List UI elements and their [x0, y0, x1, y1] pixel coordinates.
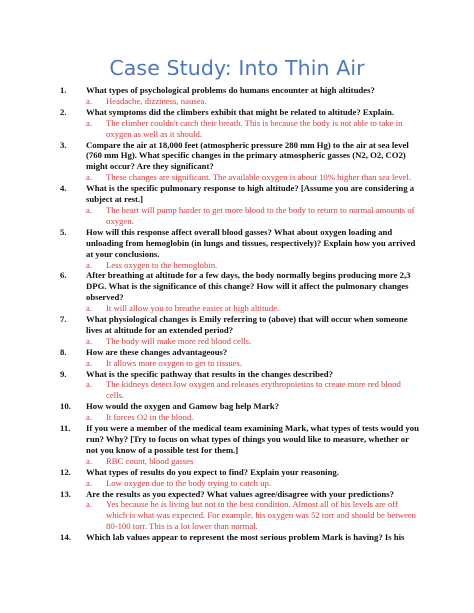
question-number: 4.	[60, 183, 67, 194]
question-item	[60, 401, 420, 423]
answer	[60, 172, 420, 183]
page-title: Case Study: Into Thin Air	[109, 56, 365, 80]
answer-text: Headache, dizziness, nausea.	[106, 95, 207, 106]
question-text: How will this response affect overall blood gasses? What about oxygen loading and unloading from hemoglobin (in lungs and tissues, respectively)? Explain how you arrived at your conclusions.	[86, 226, 416, 259]
answer	[60, 303, 420, 314]
answer	[60, 336, 420, 347]
question-item	[60, 140, 420, 184]
answer-text: The climber couldn't catch their breath. This is because the body is not able to take in oxygen as well as it should.	[106, 117, 403, 139]
answer	[60, 456, 420, 467]
question	[60, 489, 420, 500]
question-item	[60, 227, 420, 271]
question-item	[60, 107, 420, 140]
answer-text: Low oxygen due to the body trying to catch up.	[106, 477, 272, 488]
answer	[60, 358, 420, 369]
question-item	[60, 314, 420, 347]
answer-letter: a.	[86, 117, 93, 128]
question-item	[60, 347, 420, 369]
question-number: 5.	[60, 226, 67, 237]
answer-text: Less oxygen to the hemoglobin.	[106, 259, 218, 270]
answer	[60, 478, 420, 489]
answer-letter: a.	[86, 499, 93, 510]
answer-letter: a.	[86, 379, 93, 390]
answer-letter: a.	[86, 455, 93, 466]
answer	[60, 118, 420, 140]
question-text: What physiological changes is Emily referring to (above) that will occur when someone lives at altitude for an extended period?	[86, 314, 408, 335]
answer-letter: a.	[86, 172, 93, 183]
question-text: After breathing at altitude for a few days, the body normally begins producing more 2,3 DPG. What is the significance of this change? How will it affect the pulmonary changes observed?	[86, 270, 411, 303]
question-text: Are the results as you expected? What values agree/disagree with your predictions?	[86, 488, 394, 499]
question-number: 6.	[60, 270, 67, 281]
question-item	[60, 85, 420, 107]
answer-letter: a.	[86, 357, 93, 368]
answer-text: The body will make more red blood cells.	[106, 335, 252, 346]
question-text: How would the oxygen and Gamow bag help Mark?	[86, 401, 280, 412]
answer	[60, 260, 420, 271]
question-number: 9.	[60, 368, 67, 379]
question-item	[60, 489, 420, 533]
question-item	[60, 369, 420, 402]
answer-letter: a.	[86, 303, 93, 314]
answer	[60, 96, 420, 107]
answer-text: It will allow you to breathe easier at high altitude.	[106, 303, 280, 314]
question-text: What symptoms did the climbers exhibit that might be related to altitude? Explain.	[86, 106, 395, 117]
question-number: 7.	[60, 314, 67, 325]
question-number: 1.	[60, 85, 67, 95]
question-item	[60, 467, 420, 489]
answer-text: These changes are significant. The available oxygen is about 10% higher than sea level.	[106, 172, 411, 183]
question-item	[60, 532, 420, 543]
question-number: 14.	[60, 532, 71, 543]
answer-text: It forces O2 in the blood.	[106, 412, 194, 423]
question	[60, 227, 420, 260]
question-number: 11.	[60, 423, 71, 434]
answer	[60, 379, 420, 401]
question	[60, 183, 420, 205]
question-text: What is the specific pulmonary response to high altitude? [Assume you are considering a subject at rest.]	[86, 183, 415, 205]
question	[60, 423, 420, 456]
question-text: Which lab values appear to represent the most serious problem Mark is having? Is his	[86, 532, 405, 543]
question	[60, 347, 420, 358]
question-text: What types of psychological problems do humans encounter at high altitudes?	[86, 85, 375, 95]
question	[60, 85, 420, 96]
question	[60, 314, 420, 336]
question-number: 2.	[60, 106, 67, 117]
question	[60, 532, 420, 543]
answer-text: It allows more oxygen to get to tissues.	[106, 357, 243, 368]
question-item	[60, 270, 420, 314]
question-text: Compare the air at 18,000 feet (atmospheric pressure 280 mm Hg) to the air at sea level (760 mm Hg). What specific changes in the primary atmospheric gasses (N2, O2, CO2) might occur? Are they significant?	[86, 139, 409, 172]
answer-text: Yes because he is living but not in the best condition. Almost all of his levels are off which is what was expected. For example, his oxygen was 52 torr and should be between 80-100 torr. This is a lot lower than normal.	[106, 499, 417, 532]
question-list	[60, 85, 420, 543]
answer-letter: a.	[86, 477, 93, 488]
question	[60, 140, 420, 173]
answer-text: The kidneys detect low oxygen and releases erythropoietins to create more red blood cells.	[106, 379, 401, 401]
answer-letter: a.	[86, 259, 93, 270]
question-number: 8.	[60, 346, 67, 357]
question-text: What types of results do you expect to find? Explain your reasoning.	[86, 466, 339, 477]
question-number: 3.	[60, 139, 67, 150]
question	[60, 107, 420, 118]
question	[60, 369, 420, 380]
question-number: 12.	[60, 466, 71, 477]
answer-letter: a.	[86, 412, 93, 423]
question	[60, 467, 420, 478]
answer-letter: a.	[86, 335, 93, 346]
question-text: How are these changes advantageous?	[86, 346, 228, 357]
answer-letter: a.	[86, 95, 93, 106]
answer	[60, 499, 420, 532]
answer	[60, 205, 420, 227]
answer	[60, 412, 420, 423]
question	[60, 401, 420, 412]
question	[60, 270, 420, 303]
question-number: 10.	[60, 401, 71, 412]
question-text: If you were a member of the medical team examining Mark, what types of tests would you run? Why? [Try to focus on what types of things you would like to measure, whether or not you know of a possible test for them.]	[86, 423, 419, 455]
answer-letter: a.	[86, 204, 93, 215]
answer-text: The heart will pump harder to get more blood to the body to return to normal amounts of oxygen.	[106, 204, 415, 226]
question-number: 13.	[60, 488, 71, 499]
question-item	[60, 423, 420, 467]
answer-text: RBC count, blood gasses	[106, 455, 194, 466]
question-item	[60, 183, 420, 227]
question-text: What is the specific pathway that results in the changes described?	[86, 368, 333, 379]
